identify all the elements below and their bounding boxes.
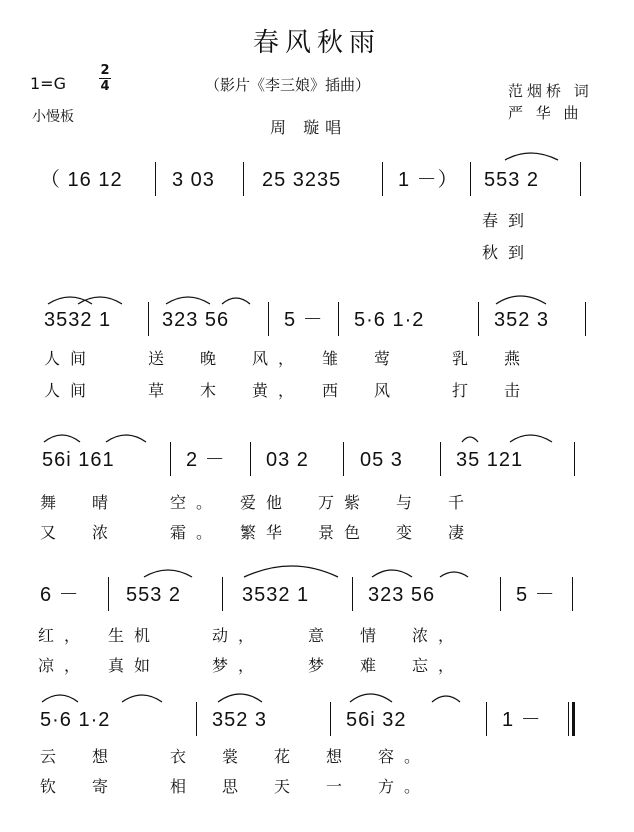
score-system-4	[0, 575, 634, 695]
lyric-line-2: 凉， 真如 梦， 梦 难 忘，	[38, 656, 465, 675]
measure-3-2: 2 －	[186, 449, 226, 471]
measure-3-3: 03 2	[266, 449, 309, 471]
measure-3-5: 35 121	[456, 449, 524, 471]
lyric-line-1: 云 想 衣 裳 花 想 容。	[40, 747, 431, 766]
key-signature: 1=G	[30, 74, 66, 93]
measure-2-2: 323 56	[162, 309, 230, 331]
measure-2-4: 5·6 1·2	[354, 309, 425, 331]
measure-5-1: 5·6 1·2	[40, 709, 111, 731]
lyric-line-1: 人间 送 晚 风， 雏 莺 乳 燕	[44, 349, 531, 368]
measure-5-3: 56i 32	[346, 709, 407, 731]
measure-4-4: 323 56	[368, 584, 436, 606]
song-subtitle: （影片《李三娘》插曲）	[205, 76, 371, 94]
time-signature	[97, 64, 113, 93]
lyric-line-1: 春到	[482, 211, 535, 230]
measure-4-2: 553 2	[126, 584, 182, 606]
time-signature-bottom: 4	[100, 79, 110, 94]
time-signature-top: 2	[100, 63, 110, 78]
measure-1-2: 3 03	[172, 169, 215, 191]
measure-1-3: 25 3235	[262, 169, 342, 191]
measure-1-5: 553 2	[484, 169, 540, 191]
measure-4-3: 3532 1	[242, 584, 310, 606]
lyric-line-1: 舞 晴 空。 爱他 万紫 与 千	[40, 493, 475, 512]
measure-2-3: 5 －	[284, 309, 324, 331]
lyric-line-2: 又 浓 霜。 繁华 景色 变 凄	[40, 523, 475, 542]
measure-5-4: 1 －	[502, 709, 542, 731]
lyricist-credit: 范烟桥 词	[508, 82, 593, 100]
tempo-marking: 小慢板	[32, 109, 74, 125]
lyric-line-2: 秋到	[482, 243, 535, 262]
score-system-5	[0, 700, 634, 820]
measure-2-1: 3532 1	[44, 309, 112, 331]
measure-1-1: （ 16 12	[40, 169, 123, 191]
singer-credit: 周 璇唱	[270, 118, 348, 137]
composer-credit: 严 华 曲	[508, 104, 583, 122]
measure-4-5: 5 －	[516, 584, 556, 606]
measure-5-2: 352 3	[212, 709, 268, 731]
measure-4-1: 6 －	[40, 584, 80, 606]
lyric-line-2: 钦 寄 相 思 天 一 方。	[40, 777, 431, 796]
score-system-1	[0, 160, 634, 280]
lyric-line-2: 人间 草 木 黄， 西 风 打 击	[44, 381, 531, 400]
measure-1-4: 1 －）	[398, 169, 459, 191]
score-system-2	[0, 300, 634, 420]
score-system-3	[0, 440, 634, 560]
measure-2-5: 352 3	[494, 309, 550, 331]
measure-3-1: 56i 161	[42, 449, 115, 471]
slur-marks	[0, 160, 634, 220]
measure-3-4: 05 3	[360, 449, 403, 471]
song-title: 春风秋雨	[252, 28, 381, 58]
lyric-line-1: 红， 生机 动， 意 情 浓，	[38, 626, 465, 645]
